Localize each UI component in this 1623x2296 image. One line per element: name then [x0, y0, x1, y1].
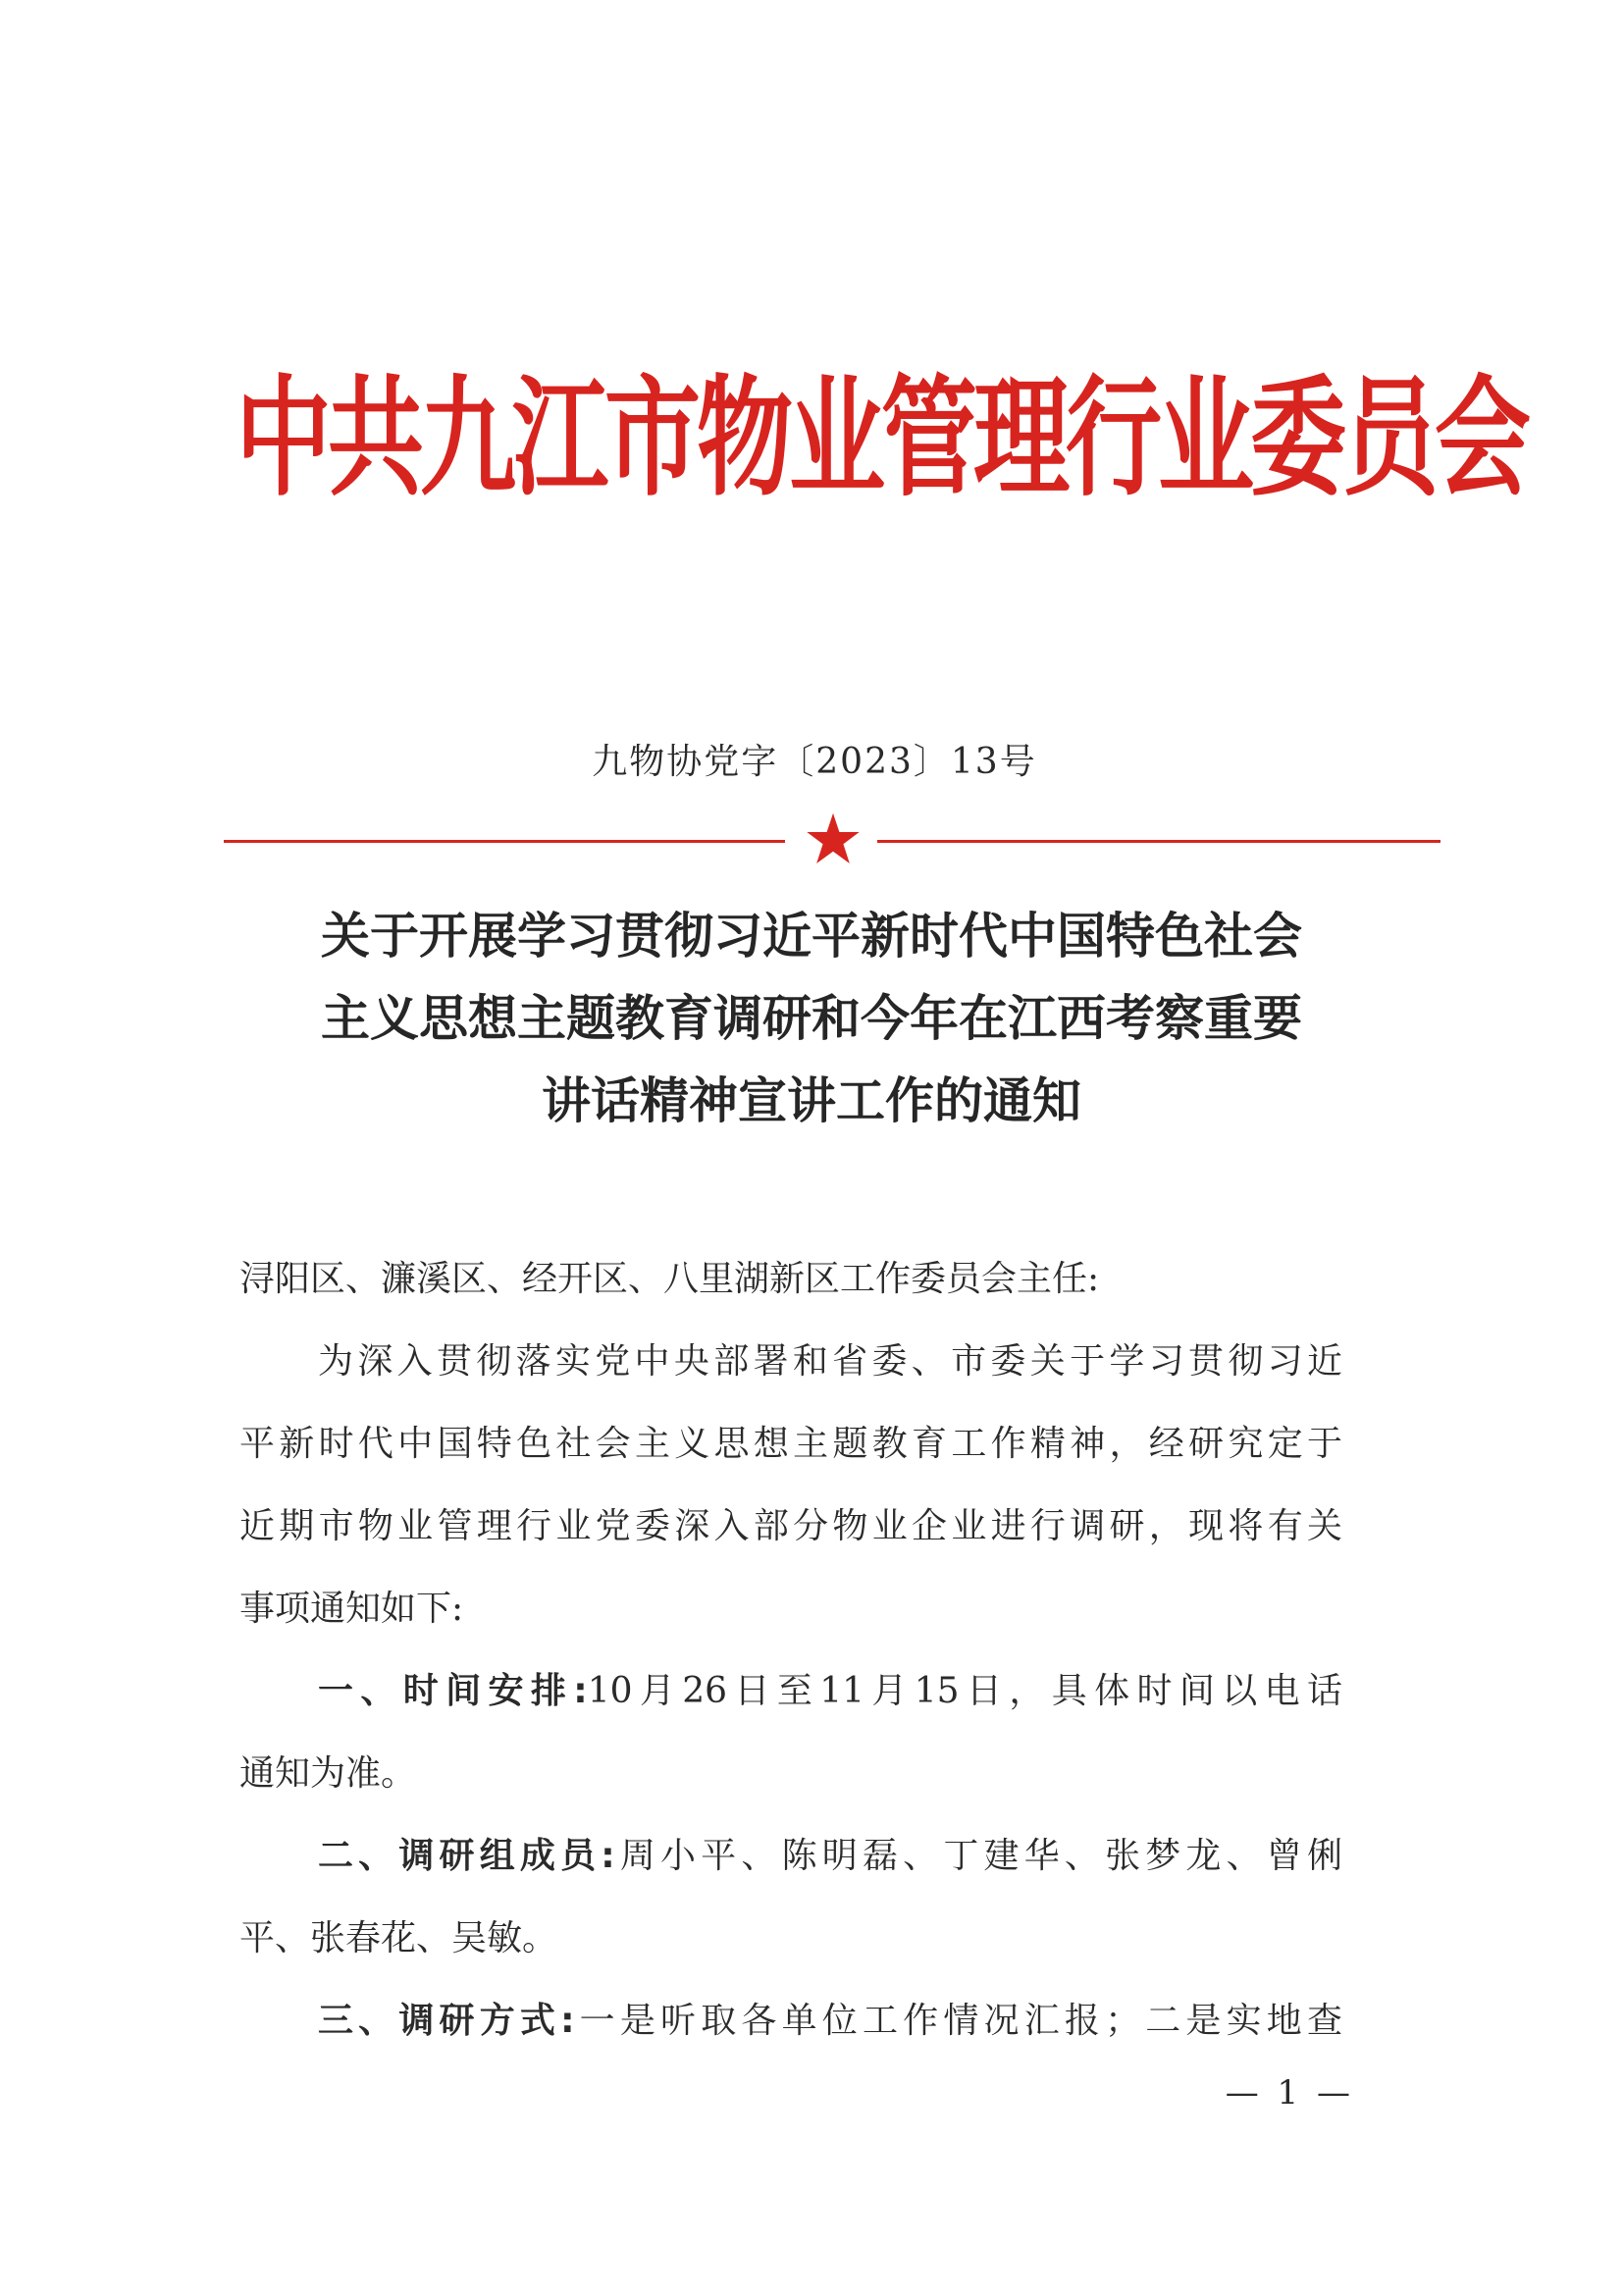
title-line-3: 讲话精神宣讲工作的通知 — [542, 1071, 1081, 1129]
section1-heading: 一、时间安排: — [318, 1671, 588, 1711]
section-research-method — [239, 1980, 1342, 2062]
section2-line-1 — [239, 1815, 1342, 1898]
section3-line-1 — [239, 1980, 1342, 2062]
section1-text-1: 10月26日至11月15日，具体时间以电话 — [587, 1671, 1342, 1711]
section1-line-1 — [239, 1650, 1342, 1733]
issuer-header: 中共九江市物业管理行业委员会 — [236, 363, 1528, 515]
intro-line-1: 为深入贯彻落实党中央部署和省委、市委关于学习贯彻习近 — [318, 1341, 1342, 1382]
salutation — [239, 1238, 1342, 1321]
section3-heading: 三、调研方式: — [318, 2001, 575, 2041]
intro-paragraph — [239, 1321, 1342, 1650]
intro-line-3: 近期市物业管理行业党委深入部分物业企业进行调研，现将有关 — [239, 1506, 1342, 1546]
title-line-2: 主义思想主题教育调研和今年在江西考察重要 — [321, 989, 1302, 1047]
red-star-icon — [805, 810, 862, 867]
section2-heading: 二、调研组成员: — [318, 1836, 615, 1876]
section3-text-1: 一是听取各单位工作情况汇报；二是实地查 — [574, 2001, 1342, 2041]
salutation-text: 浔阳区、濂溪区、经开区、八里湖新区工作委员会主任: — [239, 1259, 1100, 1299]
red-divider-left — [224, 840, 785, 843]
section2-text-1: 周小平、陈明磊、丁建华、张梦龙、曾俐 — [614, 1836, 1342, 1876]
section-time-schedule — [239, 1650, 1342, 1815]
page-number: — 1 — — [1225, 2073, 1354, 2113]
section-team-members — [239, 1815, 1342, 1980]
section1-text-2: 通知为准。 — [239, 1753, 417, 1794]
red-divider-right — [877, 840, 1440, 843]
document-title — [226, 895, 1397, 1142]
intro-line-2: 平新时代中国特色社会主义思想主题教育工作精神，经研究定于 — [239, 1424, 1342, 1464]
title-line-1: 关于开展学习贯彻习近平新时代中国特色社会 — [321, 907, 1302, 965]
section2-text-2: 平、张春花、吴敏。 — [239, 1918, 558, 1958]
intro-line-4: 事项通知如下: — [239, 1589, 464, 1629]
document-number: 九物协党字〔2023〕13号 — [592, 742, 1037, 782]
